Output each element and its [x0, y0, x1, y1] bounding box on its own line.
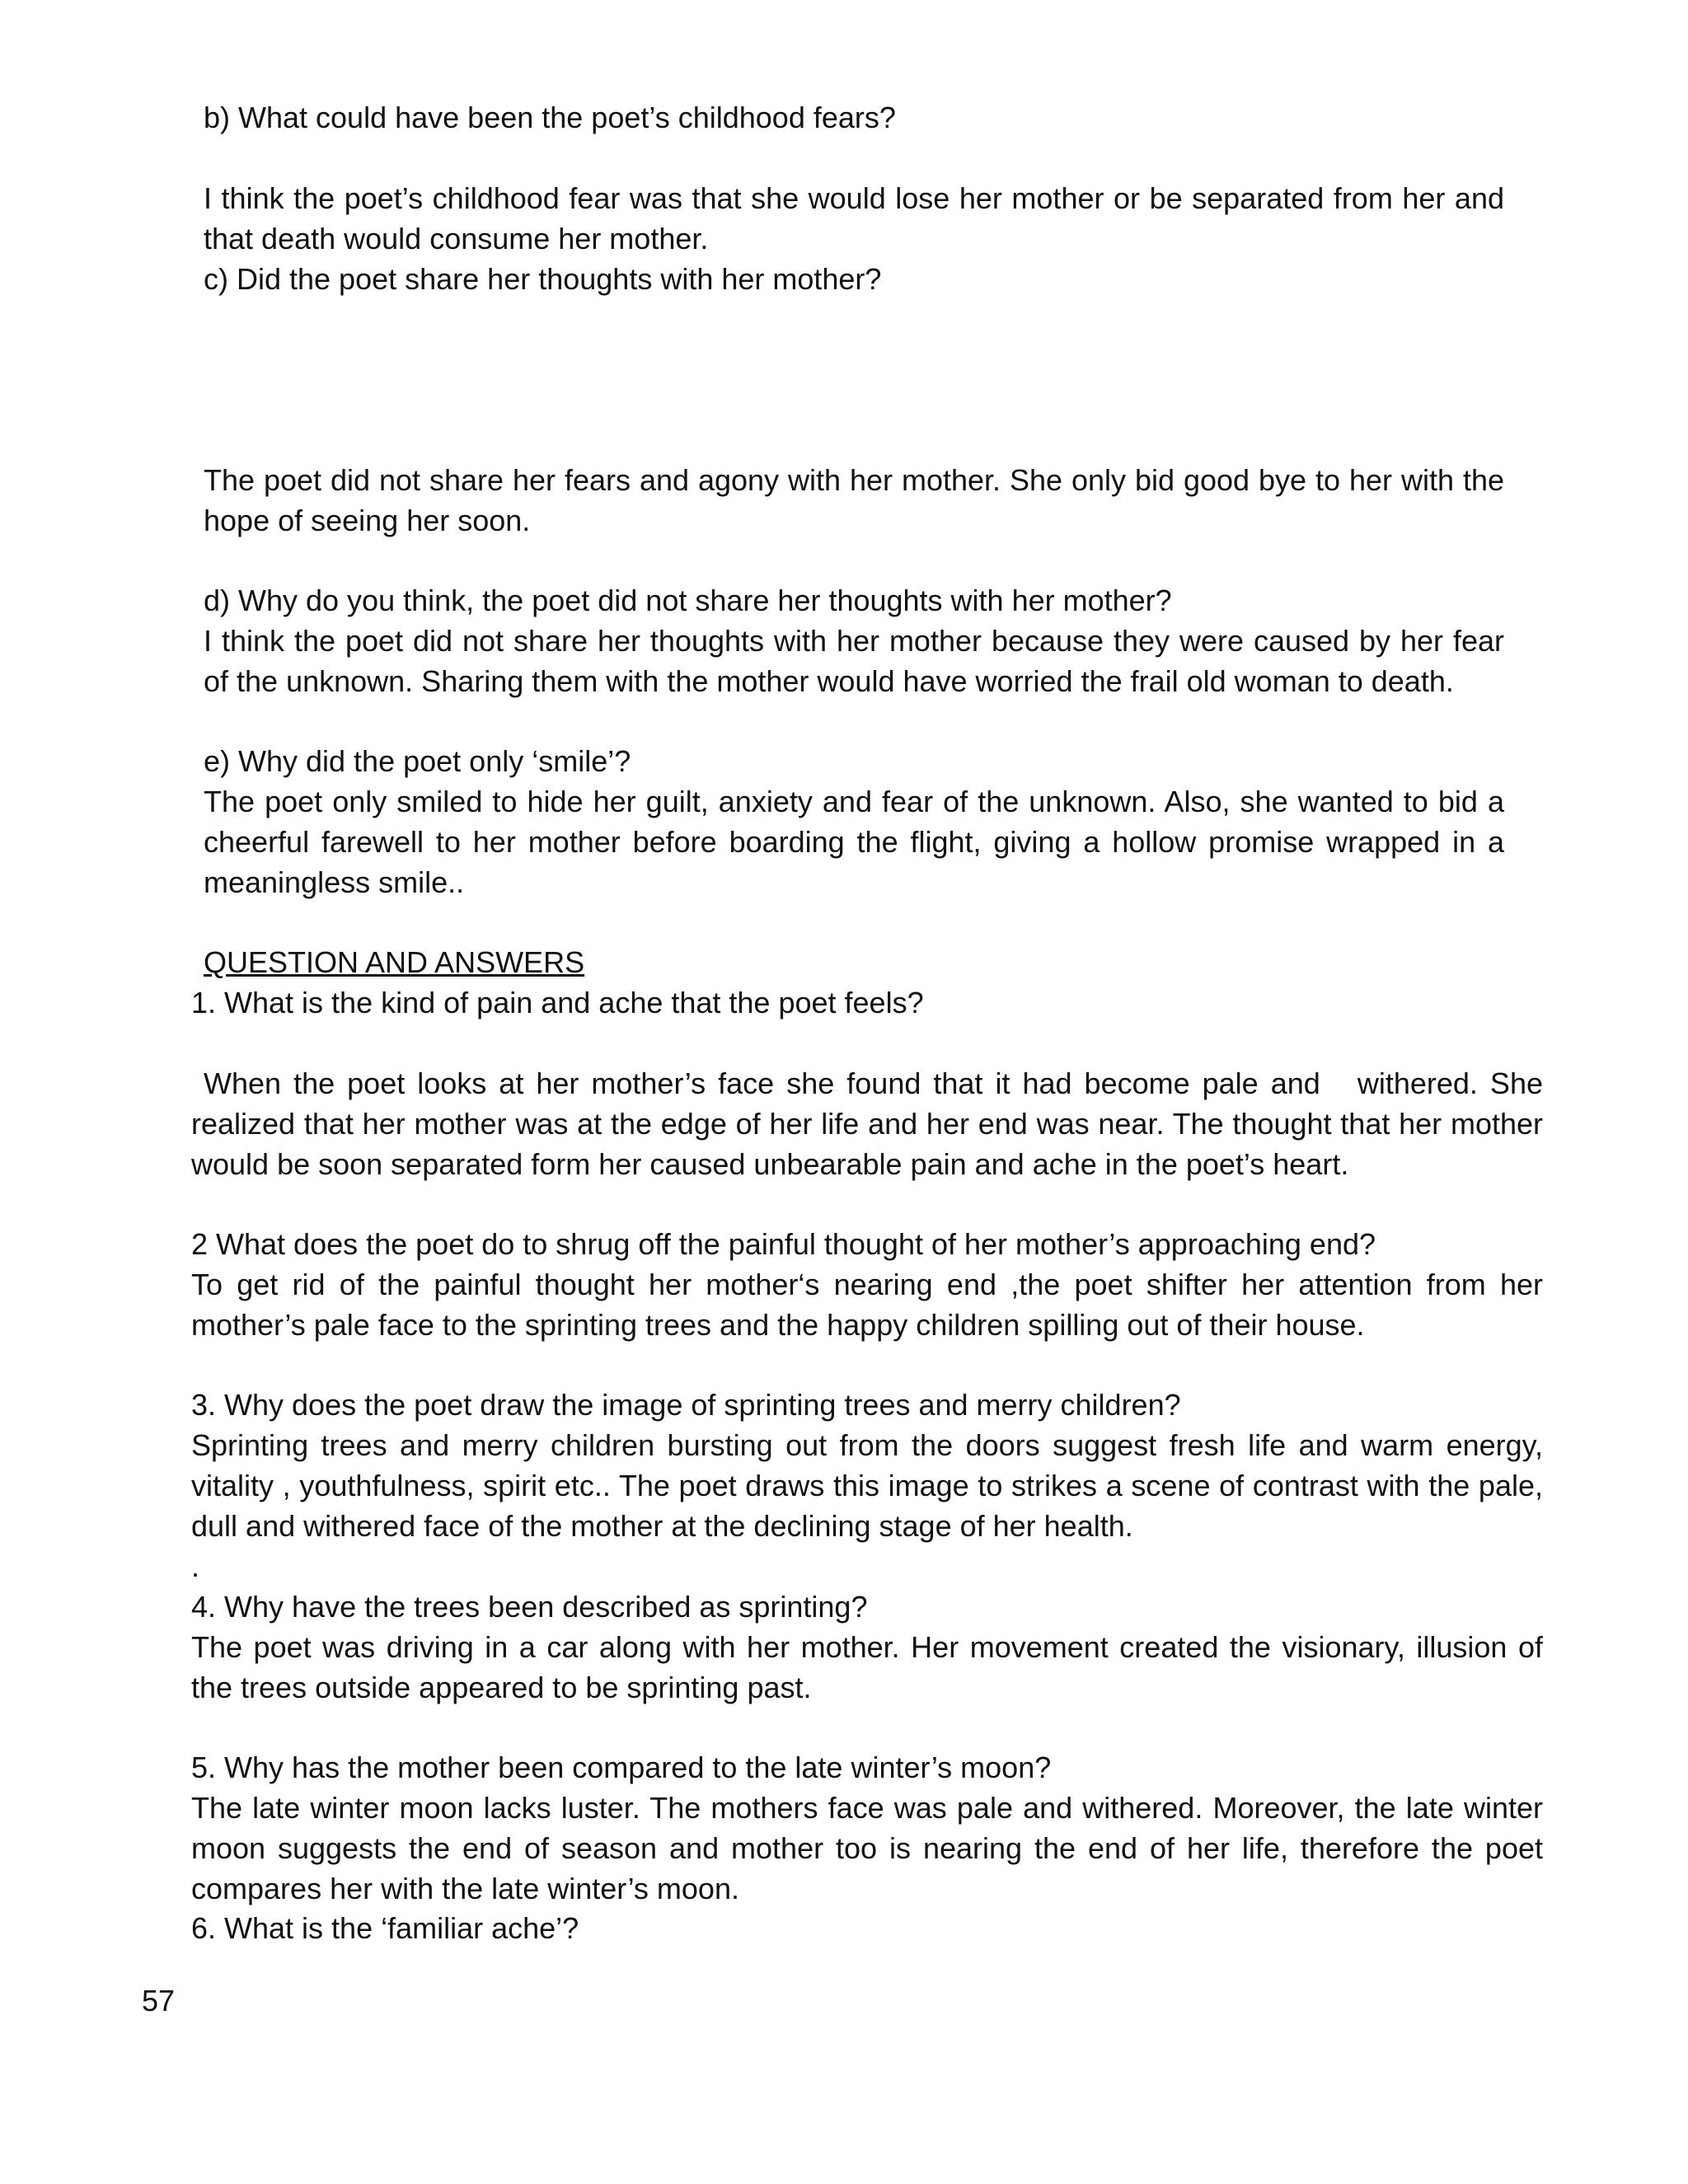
- question-d: d) Why do you think, the poet did not share her thoughts with her mother?: [204, 583, 1172, 617]
- question-e: e) Why did the poet only ‘smile’?: [204, 744, 631, 778]
- section-heading: QUESTION AND ANSWERS: [204, 945, 585, 979]
- question-5: 5. Why has the mother been compared to the late winter’s moon?: [191, 1750, 1052, 1784]
- answer-2: To get rid of the painful thought her mother‘s nearing end ,the poet shifter her attention from her mother’s pale face to the sprinting trees and the happy children spilling out of their house.: [191, 1268, 1543, 1342]
- question-b: b) What could have been the poet’s childhood fears?: [204, 101, 896, 134]
- answer-e: The poet only smiled to hide her guilt, anxiety and fear of the unknown. Also, she wanted to bid a cheerful farewell to her mother before boarding the flight, giving a hollow promise wrapped in a meaningless smile..: [204, 785, 1504, 899]
- question-2: 2 What does the poet do to shrug off the painful thought of her mother’s approaching end?: [191, 1227, 1376, 1261]
- answer-1: When the poet looks at her mother’s face she found that it had become pale and withered. She realized that her mother was at the edge of her life and her end was near. The thought that her mother would be soon separated form her caused unbearable pain and ache in the poet’s heart.: [191, 1066, 1552, 1181]
- answer-3: Sprinting trees and merry children bursting out from the doors suggest fresh life and warm energy, vitality , youthfulness, spirit etc.. The poet draws this image to strikes a scene of contrast with the pale, dull and withered face of the mother at the declining stage of her health.: [191, 1428, 1543, 1543]
- answer-d: I think the poet did not share her thoughts with her mother because they were caused by her fear of the unknown. Sharing them with the mother would have worried the frail old woman to death.: [204, 624, 1504, 698]
- answer-4: The poet was driving in a car along with her mother. Her movement created the visionary, illusion of the trees outside appeared to be sprinting past.: [191, 1630, 1543, 1704]
- answer-5: The late winter moon lacks luster. The mothers face was pale and withered. Moreover, the late winter moon suggests the end of season and mother too is nearing the end of her life, therefore the poet compares her with the late winter’s moon.: [191, 1791, 1543, 1905]
- question-1: 1. What is the kind of pain and ache that the poet feels?: [191, 986, 924, 1019]
- question-4: 4. Why have the trees been described as sprinting?: [191, 1590, 868, 1624]
- stray-dot: .: [191, 1549, 200, 1583]
- answer-c: The poet did not share her fears and agony with her mother. She only bid good bye to her with the hope of seeing her soon.: [204, 463, 1504, 537]
- answer-b: I think the poet’s childhood fear was that she would lose her mother or be separated from her and that death would consume her mother.: [204, 181, 1504, 255]
- question-3: 3. Why does the poet draw the image of sprinting trees and merry children?: [191, 1388, 1181, 1422]
- question-c: c) Did the poet share her thoughts with her mother?: [204, 262, 882, 296]
- page-number: 57: [142, 1984, 176, 2018]
- question-6: 6. What is the ‘familiar ache’?: [191, 1911, 579, 1945]
